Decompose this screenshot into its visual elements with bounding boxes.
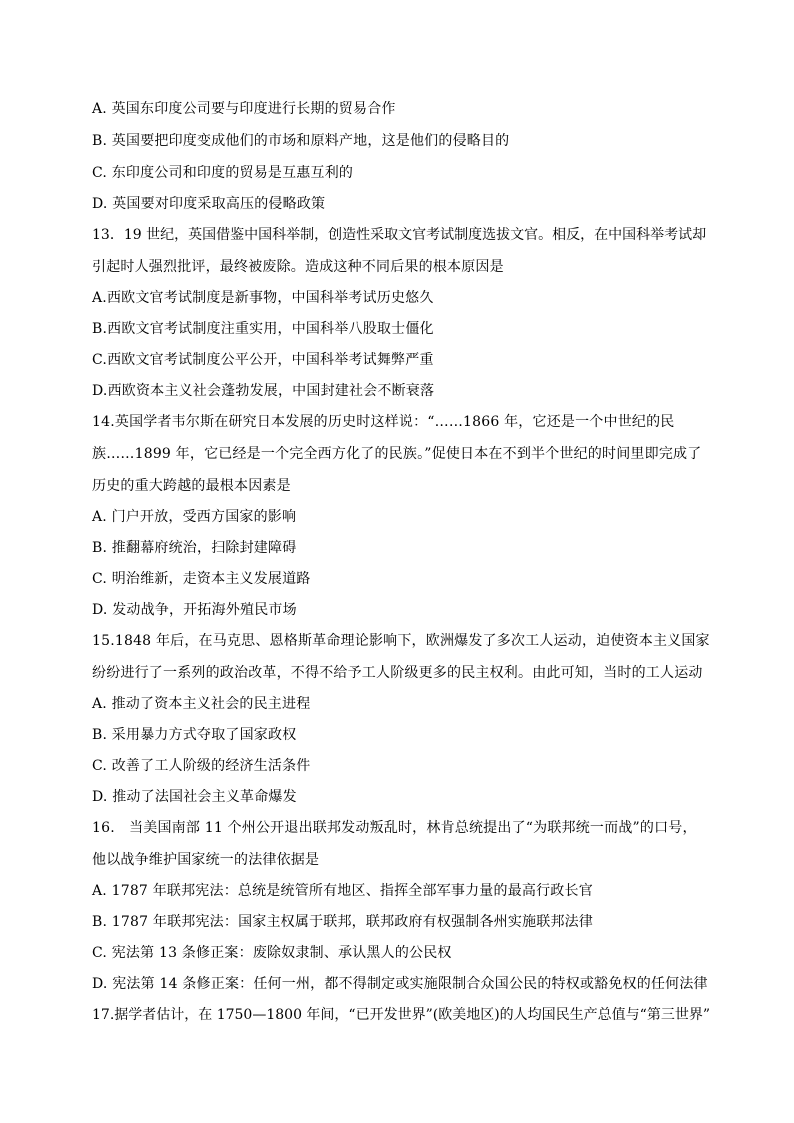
q13-stem-line1: 13．19 世纪，英国借鉴中国科举制，创造性采取文官考试制度选拔文官。相反，在中国科举考试却 xyxy=(92,227,707,243)
q14-stem-line3: 历史的重大跨越的最根本因素是 xyxy=(92,478,291,494)
q16-option-c: C. 宪法第 13 条修正案：废除奴隶制、承认黑人的公民权 xyxy=(92,945,452,961)
q12-option-b: B. 英国要把印度变成他们的市场和原料产地，这是他们的侵略目的 xyxy=(92,133,510,149)
q14-option-b: B. 推翻幕府统治，扫除封建障碍 xyxy=(92,540,297,556)
q16-option-d: D. 宪法第 14 条修正案：任何一州，都不得制定或实施限制合众国公民的特权或豁免权的任何法律 xyxy=(92,976,708,992)
q15-stem-line1: 15.1848 年后，在马克思、恩格斯革命理论影响下，欧洲爆发了多次工人运动，迫使资本主义国家 xyxy=(92,633,710,649)
q13-option-d: D.西欧资本主义社会蓬勃发展，中国封建社会不断衰落 xyxy=(92,383,435,399)
q16-option-b: B. 1787 年联邦宪法：国家主权属于联邦，联邦政府有权强制各州实施联邦法律 xyxy=(92,914,594,930)
q12-option-a: A. 英国东印度公司要与印度进行长期的贸易合作 xyxy=(92,101,396,117)
q15-option-d: D. 推动了法国社会主义革命爆发 xyxy=(92,789,297,805)
q14-stem-line1: 14.英国学者韦尔斯在研究日本发展的历史时这样说：“……1866 年，它还是一个中世纪的民 xyxy=(92,414,675,430)
q14-option-d: D. 发动战争，开拓海外殖民市场 xyxy=(92,602,297,618)
q12-option-c: C. 东印度公司和印度的贸易是互惠互利的 xyxy=(92,165,354,181)
q15-stem-line2: 纷纷进行了一系列的政治改革，不得不给予工人阶级更多的民主权利。由此可知，当时的工人运动 xyxy=(92,665,703,681)
q15-option-b: B. 采用暴力方式夺取了国家政权 xyxy=(92,727,297,743)
q13-stem-line2: 引起时人强烈批评，最终被废除。造成这种不同后果的根本原因是 xyxy=(92,259,504,275)
q14-stem-line2: 族……1899 年，它已经是一个完全西方化了的民族。”促使日本在不到半个世纪的时间里即完成了 xyxy=(92,446,702,462)
q13-option-b: B.西欧文官考试制度注重实用，中国科举八股取士僵化 xyxy=(92,321,434,337)
q16-stem-line2: 他以战争维护国家统一的法律依据是 xyxy=(92,852,320,868)
q17-stem-line1: 17.据学者估计，在 1750—1800 年间，“已开发世界”(欧美地区)的人均国民生产总值与“第三世界” xyxy=(92,1007,710,1023)
q16-stem-line1: 16. 当美国南部 11 个州公开退出联邦发动叛乱时，林肯总统提出了“为联邦统一而战”的口号， xyxy=(92,820,697,836)
q13-option-a: A.西欧文官考试制度是新事物，中国科举考试历史悠久 xyxy=(92,290,434,306)
q13-option-c: C.西欧文官考试制度公平公开，中国科举考试舞弊严重 xyxy=(92,352,434,368)
q14-option-c: C. 明治维新，走资本主义发展道路 xyxy=(92,571,311,587)
q15-option-a: A. 推动了资本主义社会的民主进程 xyxy=(92,696,311,712)
q14-option-a: A. 门户开放，受西方国家的影响 xyxy=(92,509,297,525)
q16-option-a: A. 1787 年联邦宪法：总统是统管所有地区、指挥全部军事力量的最高行政长官 xyxy=(92,883,593,899)
q15-option-c: C. 改善了工人阶级的经济生活条件 xyxy=(92,758,311,774)
q12-option-d: D. 英国要对印度采取高压的侵略政策 xyxy=(92,196,326,212)
